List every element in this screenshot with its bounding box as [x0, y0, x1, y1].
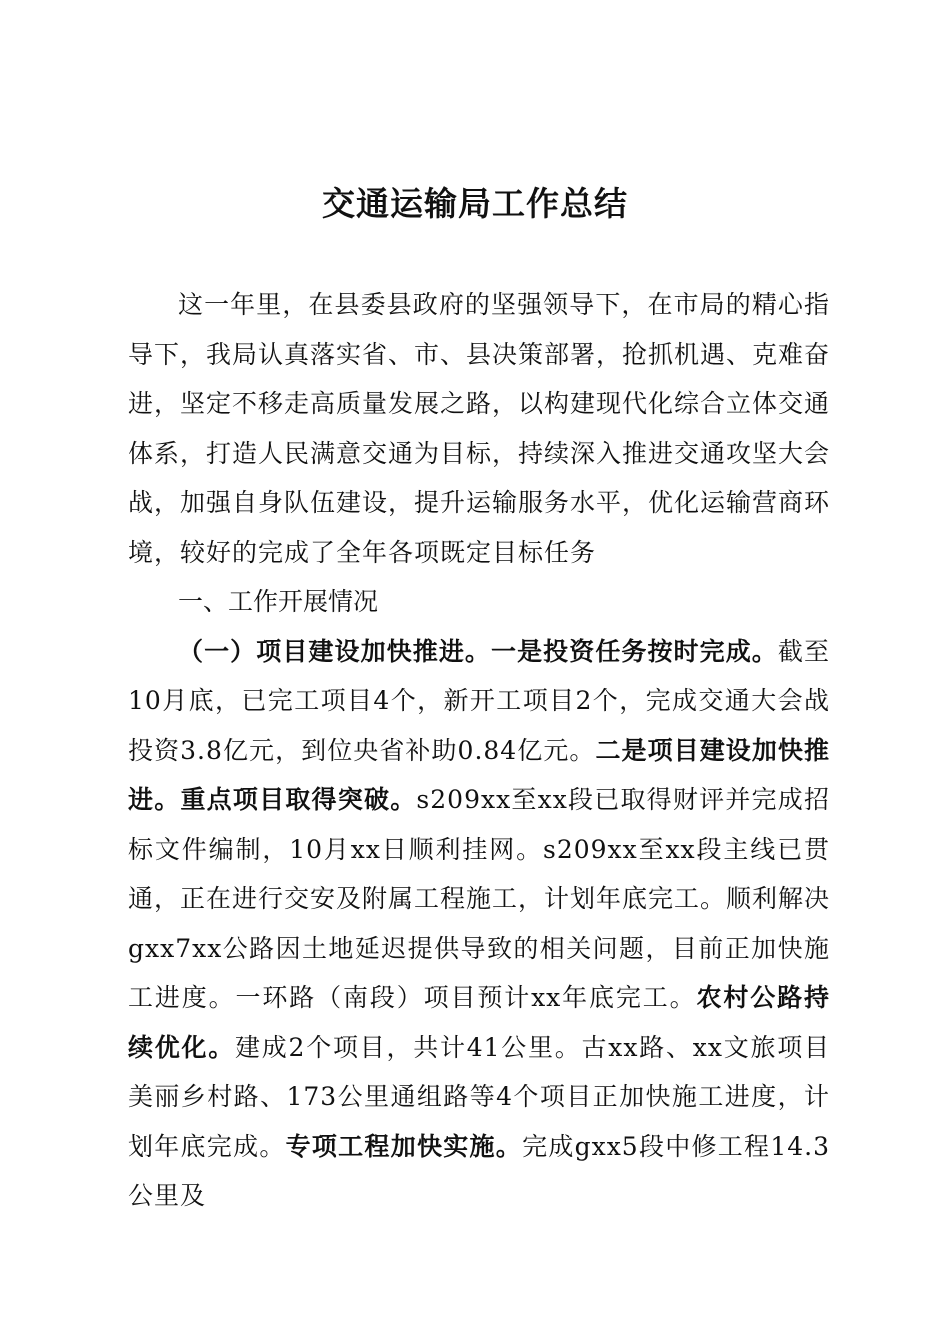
investment-text: 截至10月底，已完工项目4个，新开工项目2个，完成交通大会战投资3.8亿元，到位央省补助0.84亿元。 — [128, 636, 830, 765]
special-works-text: 完成gxx5段中修工程14.3公里及 — [128, 1131, 830, 1210]
key-projects-text: s209xx至xx段已取得财评并完成招标文件编制，10月xx日顺利挂网。s209xx至xx段主线已贯通，正在进行交安及附属工程施工，计划年底完工。顺利解决gxx7xx公路因土地延迟提供导致的相关问题，目前正加快施工进度。一环路（南段）项目预计xx年底完工。 — [128, 785, 831, 1012]
bold-lead-key-projects: 二是项目建设加快推进。重点项目取得突破。 — [128, 735, 830, 814]
section-heading: 一、工作开展情况 — [178, 587, 379, 616]
document-body — [128, 280, 830, 1221]
project-paragraph — [128, 627, 830, 1221]
document-title: 交通运输局工作总结 — [322, 184, 628, 223]
rural-roads-text: 建成2个项目，共计41公里。古xx路、xx文旅项目美丽乡村路、173公里通组路等4个项目正加快施工进度，计划年底完成。 — [128, 1032, 830, 1161]
bold-lead-rural-roads: 农村公路持续优化。 — [128, 983, 830, 1062]
bold-lead-investment: （一）项目建设加快推进。一是投资任务按时完成。 — [178, 636, 778, 666]
intro-paragraph: 这一年里，在县委县政府的坚强领导下，在市局的精心指导下，我局认真落实省、市、县决策部署，抢抓机遇、克难奋进，坚定不移走高质量发展之路，以构建现代化综合立体交通体系，打造人民满意交通为目标，持续深入推进交通攻坚大会战，加强自身队伍建设，提升运输服务水平，优化运输营商环境，较好的完成了全年各项既定目标任务 — [128, 290, 831, 567]
bold-lead-special-works: 专项工程加快实施。 — [285, 1131, 523, 1161]
